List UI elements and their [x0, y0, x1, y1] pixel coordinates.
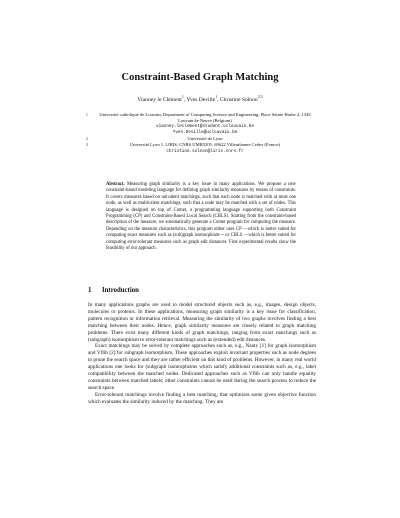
affiliation-mark: 2: [86, 137, 88, 142]
section-number: 1: [88, 287, 92, 294]
affiliation: [86, 112, 316, 136]
affiliation-list: [86, 112, 316, 155]
abstract-label: Abstract.: [106, 182, 125, 187]
paragraph: Exact matchings may be solved by complete approaches such as, e.g., Nauty [1] for graph isomorphism and Vflib [2] for subgraph isomorphism. These approaches exploit invariant properties such as node degrees to prune the search space and they are rather efficient on this kind of problems. However, in many real world applications one looks for (subgraph isomorphisms which satisfy additional constraints such as, e.g., label compatibility between the matched nodes. Dedicated approaches such as Vflib can only handle equality constraints between matched labels; other constraints cannot be used during the search process to reduce the search space.: [88, 343, 316, 391]
author-name: Vianney le Clément: [137, 97, 182, 103]
abstract: [106, 182, 296, 252]
abstract-text: Measuring graph similarity is a key issue in many applications. We propose a new constraint-based modeling language for defining graph similarity measures by means of constraints. It covers measures based on univalent matchings, such that each node is matched with at most one node, as well as multivalent matchings, such that a node may be matched with a set of nodes. This language is designed on top of Comet, a programming language supporting both Constraint Programming (CP) and Constraint-Based Local Search (CBLS). Starting from the constraint-based description of the measure, we automatically generate a Comet program for computing the measure. Depending on the measure characteristics, this program either uses CP —which is better suited for computing exact measures such as (sub)graph isomorphism— or CBLS —which is better suited for computing error-tolerant measures such as graph edit distances. First experimental results show the feasibility of our approach.: [106, 182, 297, 252]
paper-title: Constraint-Based Graph Matching: [121, 72, 279, 83]
author-separator: ,: [217, 97, 220, 103]
affiliation-mark: 3: [86, 143, 88, 148]
section-title: Introduction: [102, 287, 139, 294]
affiliation-email: christine.solnon@liris.cnrs.fr: [166, 148, 244, 154]
affiliation-mark: 1: [86, 113, 88, 117]
author-name: Yves Deville: [186, 97, 216, 103]
affiliation-email: vianney.leclement@student.uclouvain.be: [156, 124, 254, 130]
author-affil-mark: 1: [181, 95, 184, 100]
affiliation-email: Yves.Deville@uclouvain.be: [172, 130, 238, 136]
author-list: [0, 97, 400, 103]
author-name: Christine Solnon: [219, 97, 258, 103]
paragraph: In many applications graphs are used to model structured objects such as, e.g., images, design objects, molecules or proteins. In these applications, measuring graph similarity is a key issue for classification, pattern recognition or information retrieval. Measuring the similarity of two graphs involves finding a best matching between their nodes. Hence, graph similarity measures are closely related to graph matching problems. There exist many different kinds of graph matchings, ranging from exact matchings such as (subgraph) isomorphism to error-tolerant matchings such as (extended) edit distances.: [88, 302, 316, 343]
section-heading: [88, 287, 328, 294]
paragraph: Error-tolerant matchings involve finding a best matching, that optimizes some given objective function which evaluates the similarity induced by the matching. They are: [88, 391, 316, 405]
affiliation-text: Université Lyon 1, LIRIS, CNRS UMR5205, 69622 Villeurbanne Cedex (France): [129, 142, 281, 148]
affiliation-text: Université catholique de Louvain, Department of Computing Science and Engineering, Place Sainte-Barbe 2, 1348 Louvain-la-Neuve (Belgium): [99, 112, 311, 124]
affiliation: [86, 142, 316, 154]
introduction-body: [88, 302, 316, 406]
author-affil-mark: 1: [215, 95, 218, 100]
author-affil-mark: 2,3: [257, 95, 263, 100]
affiliation-text: Université de Lyon: [187, 136, 223, 142]
author-separator: ,: [183, 97, 187, 103]
